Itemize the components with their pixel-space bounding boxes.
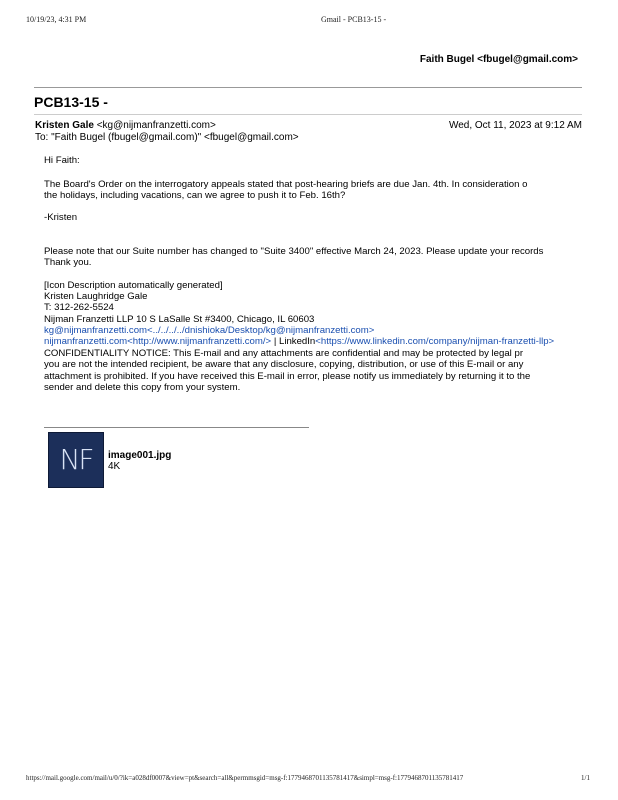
signature-web-line [44, 336, 554, 347]
greeting: Hi Faith: [44, 155, 80, 166]
print-page-number: 1/1 [581, 774, 590, 782]
attachment-divider [44, 427, 309, 428]
email-subject: PCB13-15 - [34, 94, 108, 110]
signature-name: Kristen Laughridge Gale [44, 291, 148, 302]
attachment-thumbnail[interactable] [48, 432, 104, 488]
confidentiality-line-2: you are not the intended recipient, be aware that any disclosure, copying, distribution, or use of this E-mail or any [44, 359, 524, 370]
signature-phone: T: 312-262-5524 [44, 302, 114, 313]
signature-email-link[interactable]: kg@nijmanfranzetti.com<../../../../dnishioka/Desktop/kg@nijmanfranzetti.com> [44, 325, 375, 336]
confidentiality-line-3: attachment is prohibited. If you have received this E-mail in error, please notify us immediately by returning it to the [44, 371, 531, 382]
nf-logo-icon: NF [59, 443, 93, 476]
body-paragraph-1-line-1: The Board's Order on the interrogatory appeals stated that post-hearing briefs are due Jan. 4th. In consideration o [44, 179, 528, 190]
sender-email[interactable]: <kg@nijmanfranzetti.com> [96, 120, 216, 131]
print-url: https://mail.google.com/mail/u/0/?ik=a028df0007&view=pt&search=all&permmsgid=msg-f:1779468701135781417&simpl=msg-f:1779468701135781417 [26, 774, 464, 782]
attachment-size: 4K [108, 461, 121, 472]
confidentiality-line-1: CONFIDENTIALITY NOTICE: This E-mail and any attachments are confidential and may be protected by legal pr [44, 348, 524, 359]
print-datetime: 10/19/23, 4:31 PM [26, 15, 87, 24]
website-link[interactable]: nijmanfranzetti.com<http://www.nijmanfranzetti.com/> [44, 336, 272, 347]
print-page-title: Gmail - PCB13-15 - [321, 15, 387, 24]
sender-line [35, 120, 216, 131]
recipient-line: To: "Faith Bugel (fbugel@gmail.com)" <fbugel@gmail.com> [35, 132, 299, 143]
header-divider [34, 87, 582, 88]
body-paragraph-1-line-2: the holidays, including vacations, can we agree to push it to Feb. 16th? [44, 190, 346, 201]
subject-divider [34, 114, 582, 115]
attachment-filename[interactable]: image001.jpg [108, 450, 172, 461]
signature-address: Nijman Franzetti LLP 10 S LaSalle St #3400, Chicago, IL 60603 [44, 314, 315, 325]
sender-name: Kristen Gale [35, 120, 94, 131]
message-date: Wed, Oct 11, 2023 at 9:12 AM [448, 120, 582, 131]
signature-icon-alt: [Icon Description automatically generated] [44, 280, 223, 291]
sign-off: -Kristen [44, 212, 78, 223]
linkedin-link[interactable]: <https://www.linkedin.com/company/nijman-franzetti-llp> [315, 336, 555, 347]
body-paragraph-2-line-2: Thank you. [44, 257, 92, 268]
confidentiality-line-4: sender and delete this copy from your system. [44, 382, 241, 393]
account-identity: Faith Bugel <fbugel@gmail.com> [419, 54, 578, 65]
linkedin-label: | LinkedIn [271, 336, 316, 347]
body-paragraph-2-line-1: Please note that our Suite number has changed to "Suite 3400" effective March 24, 2023. Please update your records [44, 246, 544, 257]
